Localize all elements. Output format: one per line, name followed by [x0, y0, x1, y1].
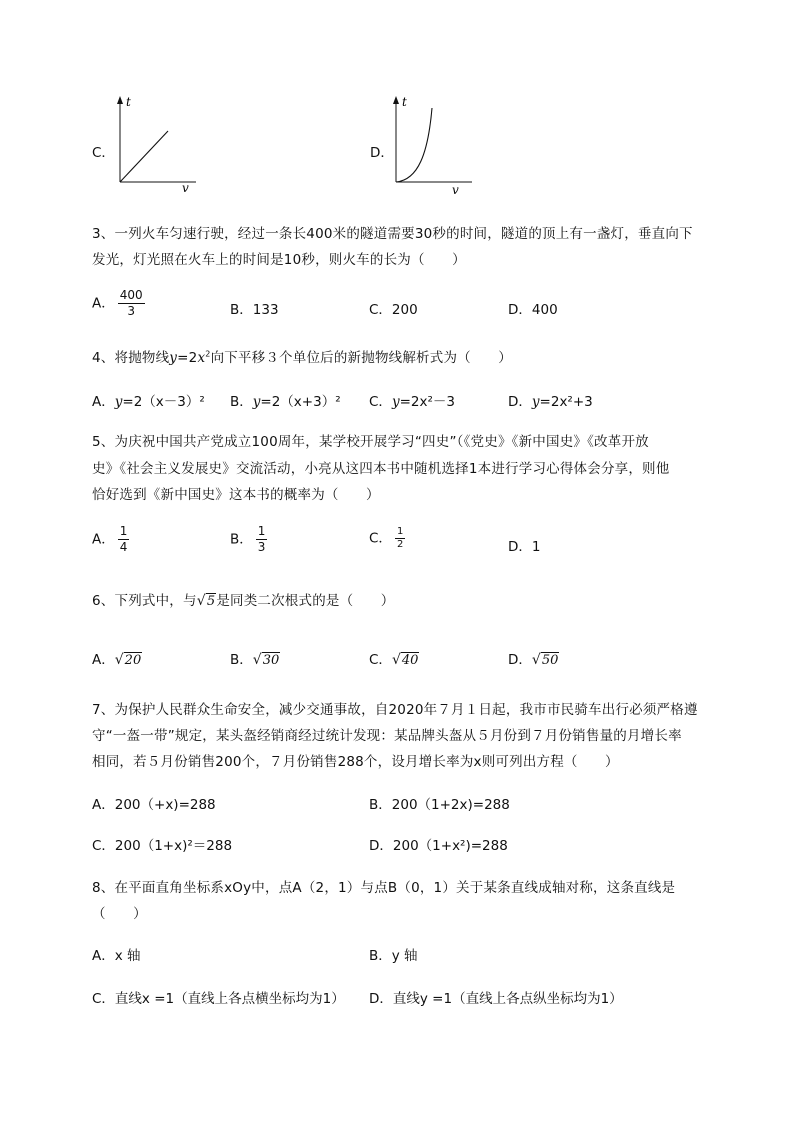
option-c-label: C．: [92, 145, 115, 161]
q7-option-d: D．200（1+x²)=288: [369, 838, 508, 854]
q8-option-b: B．y 轴: [369, 948, 418, 964]
q7-stem-line3: 相同，若５月份销售200个，７月份销售288个，设月增长率为x则可列出方程（ ）: [92, 754, 619, 770]
q6-option-c: C．√40: [369, 652, 419, 668]
q4-option-c: C．y=2x²－3: [369, 394, 455, 410]
graph-d-y-axis-label: t: [402, 95, 407, 109]
q8-option-a: A．x 轴: [92, 948, 141, 964]
q7-option-b: B．200（1+2x)=288: [369, 797, 510, 813]
q6-stem: 6、下列式中，与√5是同类二次根式的是（ ）: [92, 593, 395, 609]
q4-stem: 4、将抛物线$y=2x^2$向下平移３个单位后的新抛物线解析式为（ ）: [92, 349, 512, 366]
q5-option-c: C． $\frac{1}{2}$: [369, 526, 404, 550]
q7-stem-line1: 7、为保护人民群众生命安全，减少交通事故，自2020年７月１日起，我市市民骑车出行必须严格遵: [92, 702, 698, 718]
q6-option-d: D．√50: [508, 652, 559, 668]
q5-stem-line3: 恰好选到《新中国史》这本书的概率为（ ）: [92, 487, 380, 503]
q4-option-d: D．y=2x²+3: [508, 394, 593, 410]
sqrt-5: √5: [196, 593, 216, 609]
option-d-label: D．: [370, 145, 394, 161]
graph-c-y-axis-label: t: [126, 95, 131, 109]
q6-option-a: A．√20: [92, 652, 142, 668]
q5-option-a: A． $\frac{1}{4}$: [92, 524, 128, 554]
q8-option-d: D．直线y =1（直线上各点纵坐标均为1）: [369, 991, 623, 1007]
q5-option-d: D．1: [508, 539, 541, 555]
q7-stem-line2: 守“一盔一带”规定，某头盔经销商经过统计发现：某品牌头盔从５月份到７月份销售量的月增长率: [92, 728, 682, 744]
q7-option-c: C．200（1+x)²＝288: [92, 838, 233, 854]
q3-option-c: C．200: [369, 302, 418, 318]
q3-option-b: B．133: [230, 302, 279, 318]
graph-d-curve: [388, 94, 478, 196]
q8-stem-line1: 8、在平面直角坐标系xOy中，点A（2，1）与点B（0，1）关于某条直线成轴对称，这条直线是: [92, 880, 676, 896]
q3-stem-line2: 发光，灯光照在火车上的时间是10秒，则火车的长为（ ）: [92, 252, 466, 268]
graph-d-x-axis-label: v: [452, 183, 459, 196]
q6-option-b: B．√30: [230, 652, 280, 668]
q5-stem-line1: 5、为庆祝中国共产党成立100周年，某学校开展学习“四史”（《党史》《新中国史》《改革开放: [92, 434, 649, 450]
graph-c-linear: [112, 94, 202, 194]
q4-option-b: B．y=2（x+3）²: [230, 394, 341, 410]
q8-option-c: C．直线x =1（直线上各点横坐标均为1）: [92, 991, 345, 1007]
graph-c-x-axis-label: v: [182, 181, 189, 194]
q3-stem-line1: 3、一列火车匀速行驶，经过一条长400米的隧道需要30秒的时间，隧道的顶上有一盏灯，垂直向下: [92, 226, 693, 242]
q3-option-d: D．400: [508, 302, 558, 318]
q8-stem-line2: （ ）: [92, 906, 147, 922]
q5-option-b: B． $\frac{1}{3}$: [230, 524, 266, 554]
q5-stem-line2: 史》《社会主义发展史》交流活动，小亮从这四本书中随机选择1本进行学习心得体会分享，则他: [92, 461, 670, 477]
q4-option-a: A．y=2（x－3）²: [92, 394, 205, 410]
q7-option-a: A．200（+x)=288: [92, 797, 216, 813]
q3-option-a: A． $\frac{400}{3}$: [92, 288, 143, 318]
